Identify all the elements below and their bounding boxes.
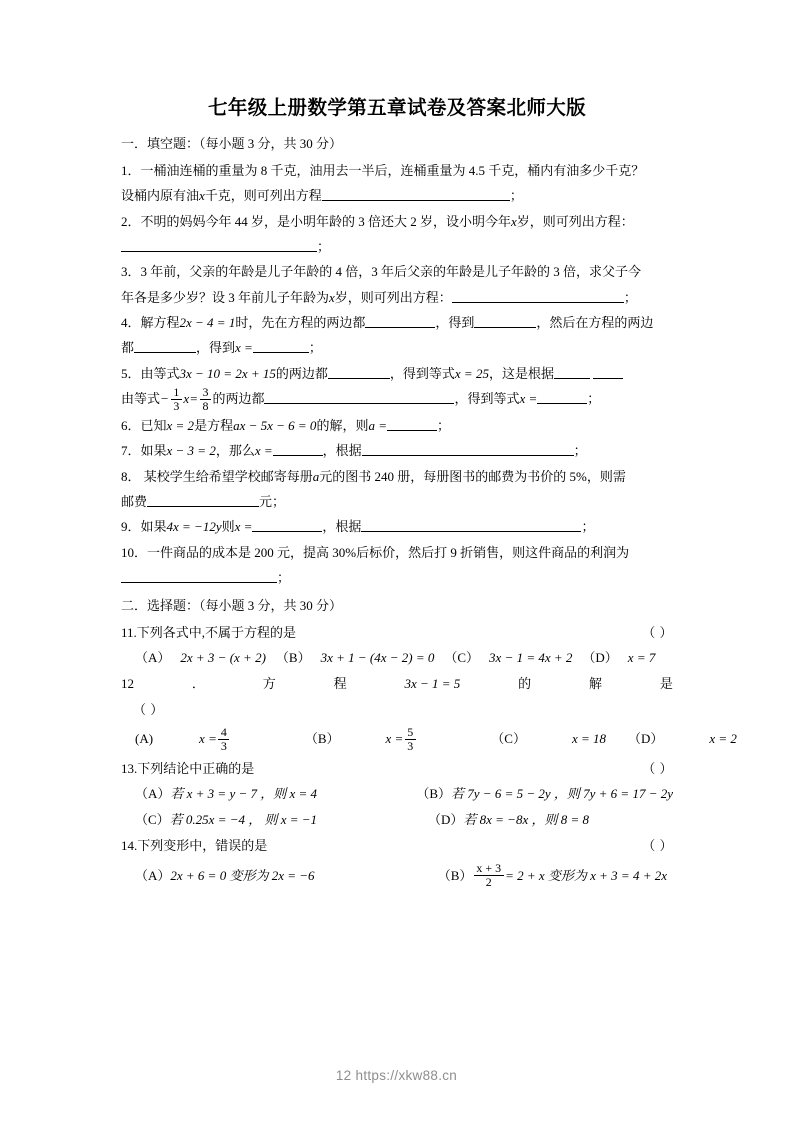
q14-option-b-label[interactable]: （B）	[437, 867, 473, 883]
q10-blank-b[interactable]	[191, 570, 247, 583]
q3-blank-b[interactable]	[502, 289, 582, 302]
footer-watermark: 12 https://xkw88.cn	[335, 1068, 458, 1083]
question-1-line-1: 1．一桶油连桶的重量为 8 千克，油用去一半后，连桶重量为 4.5 千克，桶内有油多少千克？	[121, 163, 645, 179]
question-13-options-row-2	[121, 807, 673, 833]
q11-option-c-label[interactable]: （C）	[444, 650, 480, 666]
q6-equation-2: ax − 5x − 6 = 0	[233, 417, 317, 433]
q12-option-d-expr: x = 2	[709, 731, 737, 747]
q7-text-pre: 7．如果	[121, 443, 167, 459]
q14-option-b-fraction: $\frac{x + 3}{2}$	[474, 862, 504, 889]
q13-answer-bracket[interactable]: （ ）	[642, 760, 673, 776]
q3-text-pre: 年各是多少岁？设 3 年前儿子年龄为	[121, 289, 330, 305]
q4-blank-c[interactable]	[134, 340, 196, 353]
q9-blank-c[interactable]	[501, 519, 581, 532]
question-13-stem	[121, 756, 673, 781]
q4-text-pre: 4．解方程	[121, 315, 180, 331]
q3-blank-a[interactable]	[452, 289, 502, 302]
q5-text-line2-mid-2: ，得到等式	[454, 391, 520, 407]
q4-text-mid-3: ，然后在方程的两边	[536, 315, 654, 331]
q12-char-shi: 是	[659, 676, 673, 692]
q2-text-post: 岁，则可列出方程：	[516, 213, 634, 229]
q5-equation-2: x = 25	[454, 365, 489, 381]
question-13-options-row-1	[121, 781, 673, 807]
q6-text-mid: 是方程	[194, 417, 234, 433]
q1-blank-b[interactable]	[392, 188, 448, 201]
q13-option-a-text: 若 x + 3 = y − 7 ，则 x = 4	[170, 786, 318, 802]
q5-fraction-2: $\frac{3}{8}$	[200, 386, 211, 413]
question-9	[121, 514, 673, 539]
q3-text-end: ；	[623, 289, 637, 305]
q14-option-a-text: 2x + 6 = 0 变形为 2x = −6	[170, 867, 315, 883]
q2-text-end: ；	[317, 239, 331, 255]
q1-variable: x	[199, 188, 205, 204]
q11-option-d-expr: x = 7	[627, 650, 656, 666]
q2-text-pre: 2．不明的妈妈今年 44 岁，是小明年龄的 3 倍还大 2 岁，设小明今年	[121, 213, 512, 229]
q8-text-pre: 8． 某校学生给希望学校邮寄每册	[121, 468, 313, 484]
q5-blank-b[interactable]	[554, 365, 590, 378]
q5-text-end: ；	[587, 391, 601, 407]
question-3-line-1: 3．3 年前，父亲的年龄是儿子年龄的 4 倍，3 年后父亲的年龄是儿子年龄的 3 倍，求父子今	[121, 264, 642, 280]
q11-option-a-expr: 2x + 3 − (x + 2)	[180, 650, 266, 666]
q11-option-b-label[interactable]: （B）	[275, 650, 311, 666]
question-5-line-1	[121, 361, 673, 386]
q1-blank-a[interactable]	[322, 188, 392, 201]
question-3-line-2	[121, 285, 673, 310]
q11-stem-text: 11.下列各式中,不属于方程的是	[121, 625, 297, 641]
q8-variable: a	[312, 468, 320, 484]
q5-blank-d[interactable]	[264, 391, 314, 404]
q13-option-c-label[interactable]: （C）	[135, 812, 170, 828]
page-content	[121, 96, 737, 892]
q4-equation: 2x − 4 = 1	[179, 315, 236, 331]
q12-option-c-expr: x = 18	[571, 731, 606, 747]
q1-text-mid: 千克，则可列出方程	[204, 188, 322, 204]
q7-blank-c[interactable]	[474, 443, 574, 456]
q4-text-mid-2: ，得到	[435, 315, 475, 331]
q11-option-c-expr: 3x − 1 = 4x + 2	[489, 650, 573, 666]
q3-variable: x	[329, 289, 335, 305]
q7-blank-b[interactable]	[362, 443, 474, 456]
q12-option-a-expr: x = $\frac{4}{3}$	[199, 722, 231, 756]
q4-blank-d[interactable]	[253, 340, 309, 353]
q3-text-post: 岁，则可列出方程：	[334, 289, 452, 305]
q5-fraction-1: $\frac{1}{3}$	[171, 386, 182, 413]
q7-text-end: ；	[573, 443, 587, 459]
q5-blank-a[interactable]	[328, 365, 390, 378]
q12-char-jie: 解	[589, 676, 603, 692]
q11-option-b-expr: 3x + 1 − (4x − 2) = 0	[320, 650, 435, 666]
q12-option-d-label[interactable]: （D）	[628, 731, 664, 747]
q5-blank-e[interactable]	[314, 391, 454, 404]
question-4-line-2	[121, 335, 673, 360]
q6-text-pre: 6．已知	[121, 417, 167, 433]
q12-dot: ．	[191, 676, 205, 692]
q14-answer-bracket[interactable]: （ ）	[642, 838, 673, 854]
q6-text-post: 的解，则	[316, 417, 369, 433]
q12-char-cheng: 程	[333, 676, 347, 692]
q7-variable: x =	[254, 443, 273, 459]
question-2-line-2	[121, 234, 673, 259]
q8-text-line2-post: 元；	[259, 494, 286, 509]
question-12-answer-bracket-row	[121, 697, 673, 722]
q4-text-end: ；	[308, 340, 322, 356]
q5-text-mid-3: ，这是根据	[488, 365, 554, 381]
q5-text-line2-pre: 由等式	[121, 391, 161, 407]
q4-blank-a[interactable]	[365, 315, 435, 328]
q8-text-line2-pre: 邮费	[121, 494, 148, 509]
question-1-line-2	[121, 183, 673, 208]
q9-blank-b[interactable]	[361, 519, 501, 532]
q9-variable: x =	[234, 519, 253, 535]
q8-blank[interactable]	[147, 494, 259, 507]
q10-blank-a[interactable]	[121, 570, 191, 583]
q3-blank-c[interactable]	[582, 289, 624, 302]
q10-text-end: ；	[277, 570, 291, 586]
q12-option-a-label[interactable]: (A)	[135, 731, 154, 747]
q5-equation-1: 3x − 10 = 2x + 15	[179, 365, 276, 381]
q11-option-d-label[interactable]: （D）	[582, 650, 618, 666]
question-5-line-2: 由等式− $\frac{1}{3}$ x= $\frac{3}{8}$ 的两边都 ，得到等式x = ；	[121, 385, 601, 414]
q1-blank-c[interactable]	[448, 188, 510, 201]
q9-text-mid: 则	[221, 519, 235, 535]
q1-text-end: ；	[509, 188, 523, 204]
q12-option-b-expr: x = $\frac{5}{3}$	[386, 722, 418, 756]
q4-text-mid-1: 时，先在方程的两边都	[235, 315, 366, 331]
question-14-stem	[121, 833, 673, 858]
q8-text-post: 元的图书 240 册，每册图书的邮费为书价的 5%，则需	[319, 468, 626, 484]
q6-text-end: ；	[436, 417, 450, 433]
q6-variable: a =	[368, 417, 387, 433]
question-4-line-1	[121, 310, 673, 335]
question-12-options	[121, 722, 737, 756]
q6-blank[interactable]	[387, 418, 437, 431]
question-8-line-1	[121, 464, 673, 489]
question-2-line-1	[121, 209, 673, 234]
q13-option-d-label[interactable]: （D）	[428, 812, 464, 828]
q9-text-pre: 9．如果	[121, 519, 167, 535]
q9-text-post: ，根据	[322, 519, 362, 535]
q13-option-d-text: 若 8x = −8x ，则 8 = 8	[463, 812, 589, 828]
question-14-options	[121, 859, 673, 893]
question-11-stem	[121, 620, 673, 645]
q13-option-a-label[interactable]: （A）	[135, 786, 171, 802]
q12-option-c-label[interactable]: （C）	[491, 731, 526, 747]
q14-option-b-expr: $\frac{x + 3}{2}$ = 2 + x 变形为 x + 3 = 4 + 2x	[472, 859, 667, 893]
q4-text-line2-pre: 都	[121, 340, 135, 356]
q4-text-line2-mid: ，得到	[196, 340, 236, 356]
q13-option-b-text: 若 7y − 6 = 5 − 2y ，则 7y + 6 = 17 − 2y	[451, 786, 673, 802]
q9-equation: 4x = −12y	[166, 519, 222, 535]
q7-text-post: ，根据	[322, 443, 362, 459]
q2-blank-b[interactable]	[211, 239, 267, 252]
q6-equation-1: x = 2	[166, 417, 195, 433]
section-heading-fill-in-blank: 一．填空题：（每小题 3 分，共 30 分）	[121, 136, 343, 152]
q12-equation: 3x − 1 = 5	[404, 676, 461, 692]
q5-text-pre: 5．由等式	[121, 365, 180, 381]
q2-blank-c[interactable]	[267, 239, 317, 252]
q14-stem-text: 14.下列变形中，错误的是	[121, 838, 268, 854]
q11-answer-bracket[interactable]: （ ）	[642, 625, 673, 641]
q12-char-de: 的	[518, 676, 532, 692]
question-10-line-1: 10．一件商品的成本是 200 元，提高 30%后标价，然后打 9 折销售，则这件商品的利润为	[121, 544, 630, 560]
q2-variable: x	[511, 213, 517, 229]
section-heading-multiple-choice: 二．选择题：（每小题 3 分，共 30 分）	[121, 598, 343, 614]
q12-answer-bracket[interactable]: （ ）	[133, 701, 164, 717]
question-8-line-2	[121, 489, 673, 514]
q4-variable: x =	[235, 340, 253, 356]
q4-blank-b[interactable]	[474, 315, 536, 328]
q13-option-c-text: 若 0.25x = −4 ， 则 x = −1	[169, 812, 318, 828]
q5-blank-f[interactable]	[537, 391, 587, 404]
q1-text-pre: 设桶内原有油	[121, 188, 200, 204]
q7-blank-a[interactable]	[273, 443, 323, 456]
q10-blank-c[interactable]	[247, 570, 277, 583]
q5-text-line2-mid: 的两边都	[212, 391, 265, 407]
q5-variable: x =	[519, 391, 538, 407]
page-title: 七年级上册数学第五章试卷及答案北师大版	[207, 98, 587, 119]
q7-text-mid: ，那么	[215, 443, 255, 459]
q9-text-end: ；	[581, 519, 595, 535]
question-10-line-2	[121, 565, 673, 590]
question-12-stem	[121, 671, 673, 696]
q5-blank-c[interactable]	[593, 365, 623, 378]
q7-equation: x − 3 = 2	[166, 443, 216, 459]
q13-option-b-label[interactable]: （B）	[416, 786, 452, 802]
q14-option-a-label[interactable]: （A）	[135, 867, 171, 883]
q13-stem-text: 13.下列结论中正确的是	[121, 760, 255, 776]
q11-option-a-label[interactable]: （A）	[135, 650, 171, 666]
q5-text-mid-1: 的两边都	[275, 365, 328, 381]
question-6	[121, 413, 673, 438]
q12-option-b-label[interactable]: （B）	[304, 731, 340, 747]
q12-char-fang: 方	[262, 676, 276, 692]
q2-blank-a[interactable]	[121, 239, 211, 252]
question-11-options	[121, 645, 673, 671]
q12-number: 12	[121, 676, 134, 692]
q9-blank-a[interactable]	[252, 519, 322, 532]
q5-text-mid-2: ，得到等式	[389, 365, 455, 381]
question-7	[121, 438, 673, 463]
